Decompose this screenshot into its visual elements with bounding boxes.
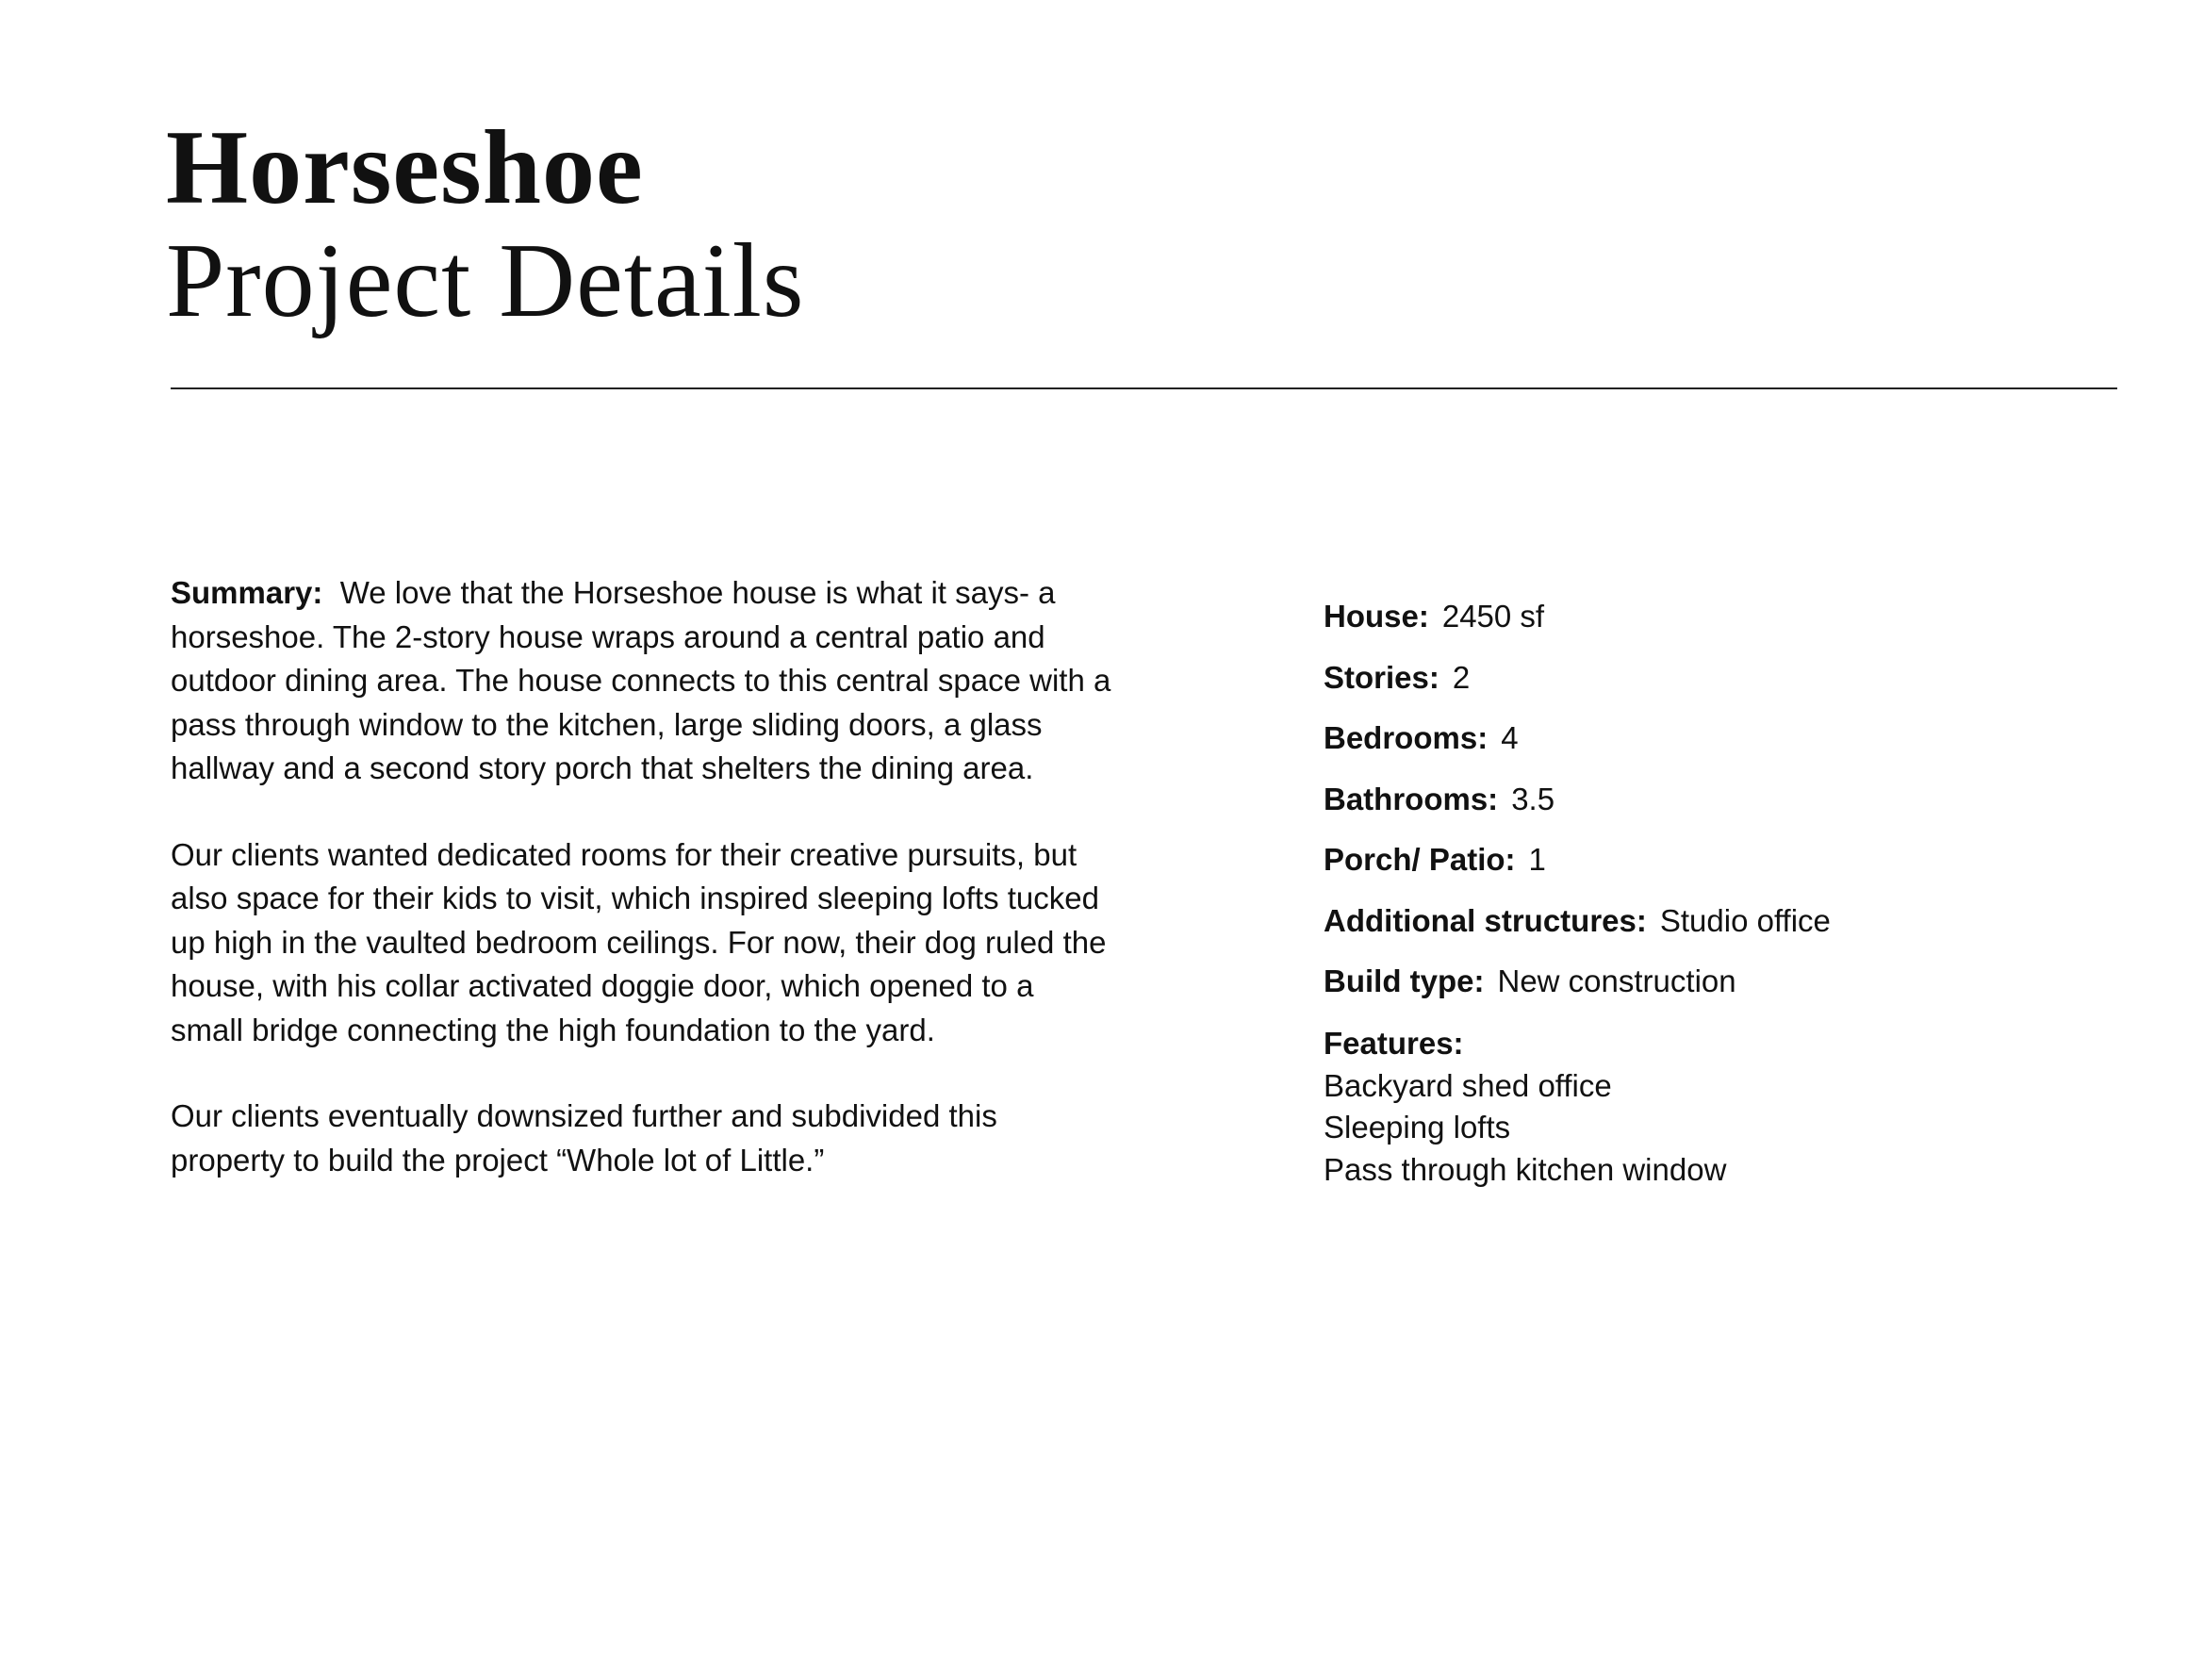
detail-value: 3.5: [1511, 781, 1555, 816]
features-label: Features:: [1324, 1026, 1464, 1061]
summary-paragraph-1: [171, 571, 1113, 791]
summary-section: [171, 571, 1113, 1225]
detail-additional-structures: [1324, 900, 2134, 942]
detail-value: 2450 sf: [1441, 599, 1545, 634]
summary-label: Summary:: [171, 575, 323, 610]
detail-build-type: [1324, 961, 2134, 1002]
feature-item: Pass through kitchen window: [1324, 1151, 1727, 1187]
summary-paragraph-2: Our clients wanted dedicated rooms for their creative pursuits, but also space for their kids to visit, which inspired sleeping lofts tucked up high in the vaulted bedroom ceilings. For now, their dog ruled the house, with his collar activated doggie door, which opened to a small bridge connecting the high foundation to the yard.: [171, 836, 1107, 1047]
detail-label: Stories:: [1324, 659, 1439, 695]
feature-item: Backyard shed office: [1324, 1067, 1612, 1103]
detail-label: Build type:: [1324, 964, 1485, 998]
page-title: [166, 111, 804, 338]
detail-label: Bedrooms:: [1324, 720, 1489, 755]
features-list: [1324, 1023, 2134, 1191]
detail-value: 2: [1452, 659, 1471, 695]
detail-bedrooms: [1324, 717, 2134, 759]
page-subtitle: Project Details: [166, 222, 805, 339]
detail-stories: [1324, 657, 2134, 699]
summary-paragraph-3: Our clients eventually downsized further and subdivided this property to build the project “Whole lot of Little.”: [171, 1098, 997, 1178]
detail-label: Additional structures:: [1324, 902, 1647, 938]
feature-item: Sleeping lofts: [1324, 1110, 1511, 1145]
title-divider: [171, 387, 2117, 389]
detail-label: Porch/ Patio:: [1324, 842, 1516, 877]
detail-label: Bathrooms:: [1324, 781, 1499, 816]
detail-label: House:: [1324, 599, 1429, 634]
detail-house: [1324, 596, 2134, 637]
detail-value: 1: [1528, 842, 1546, 877]
detail-value: 4: [1501, 720, 1519, 755]
detail-value: New construction: [1497, 964, 1736, 998]
summary-text-1: We love that the Horseshoe house is what it says- a horseshoe. The 2-story house wraps around a central patio and outdoor dining area. The house connects to this central space with a pass through window to the kitchen, large sliding doors, a glass hallway and a second story porch that shelters the dining area.: [171, 575, 1111, 785]
detail-bathrooms: [1324, 779, 2134, 820]
project-name: Horseshoe: [166, 109, 644, 226]
detail-porch-patio: [1324, 839, 2134, 881]
details-section: [1324, 596, 2134, 1191]
detail-value: Studio office: [1659, 902, 1831, 938]
